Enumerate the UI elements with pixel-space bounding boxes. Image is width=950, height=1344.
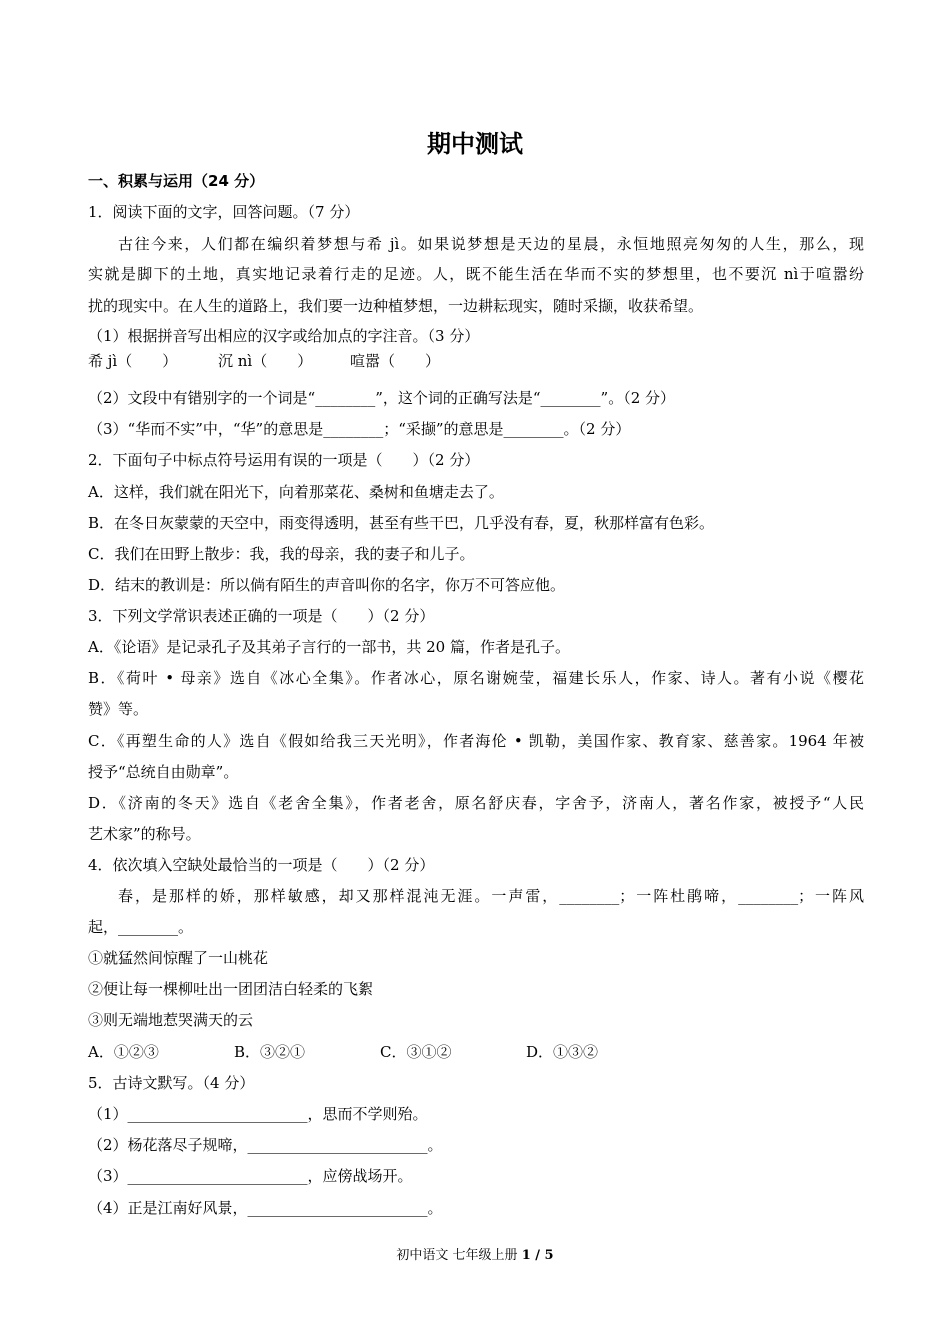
q4-option: C．③①② (380, 1043, 452, 1061)
q1-passage-line: 扰的现实中。在人生的道路上，我们要一边种植梦想，一边耕耘现实，随时采撷，收获希望。 (88, 297, 704, 315)
q2-stem: 2．下面句子中标点符号运用有误的一项是（ ）（2 分） (88, 451, 480, 469)
q3-option-line: D．《济南的冬天》选自《老舍全集》，作者老舍，原名舒庆春，字舍予，济南人，著名作家，被授予“人民 (88, 794, 864, 812)
q5-line: （3）________________________，应傍战场开。 (88, 1167, 413, 1185)
q3-option-line: 授予“总统自由勋章”。 (88, 763, 239, 781)
q2-option: D．结末的教训是：所以倘有陌生的声音叫你的名字，你万不可答应他。 (88, 576, 566, 594)
q1-sub2: （2）文段中有错别字的一个词是“________”，这个词的正确写法是“________”。（2 分） (88, 389, 676, 407)
q1-passage-line: 古往今来，人们都在编织着梦想与希 jì。如果说梦想是天边的星晨，永恒地照亮匆匆的人生，那么，现 (118, 235, 864, 253)
q4-passage-line: 起，________。 (88, 918, 194, 936)
q4-item: ②便让每一棵柳吐出一团团洁白轻柔的飞絮 (88, 980, 374, 998)
q3-option-line: 赞》等。 (88, 700, 149, 718)
page-footer (0, 1247, 950, 1265)
footer-text: 初中语文 七年级上册 (396, 1248, 518, 1263)
q1-passage-line: 实就是脚下的土地，真实地记录着行走的足迹。人，既不能生活在华而不实的梦想里，也不要沉 nì于喧嚣纷 (88, 265, 864, 283)
q1-blank: 喧嚣（ ） (350, 352, 441, 370)
q4-options-row (88, 1042, 864, 1062)
q1-blanks-row (88, 351, 864, 371)
q5-line: （1）________________________，思而不学则殆。 (88, 1105, 428, 1123)
section-heading: 一、积累与运用（24 分） (88, 172, 265, 190)
q4-stem: 4．依次填入空缺处最恰当的一项是（ ）（2 分） (88, 856, 435, 874)
q2-option: A．这样，我们就在阳光下，向着那菜花、桑树和鱼塘走去了。 (88, 483, 504, 501)
page-number: 1 / 5 (521, 1248, 554, 1263)
q3-option-line: B．《荷叶 • 母亲》选自《冰心全集》。作者冰心，原名谢婉莹，福建长乐人，作家、诗人。著有小说《樱花 (88, 669, 864, 687)
q4-option: B．③②① (234, 1043, 306, 1061)
q4-option: D．①③② (526, 1043, 599, 1061)
q5-line: （4）正是江南好风景，________________________。 (88, 1199, 443, 1217)
page-title: 期中测试 (427, 130, 523, 158)
q4-option: A．①②③ (88, 1043, 159, 1061)
q3-stem: 3．下列文学常识表述正确的一项是（ ）（2 分） (88, 607, 435, 625)
q4-item: ③则无端地惹哭满天的云 (88, 1011, 254, 1029)
q1-sub3: （3）“华而不实”中，“华”的意思是________；“采撷”的意思是________。（2 分） (88, 420, 631, 438)
q1-stem: 1．阅读下面的文字，回答问题。（7 分） (88, 203, 360, 221)
q2-option: B．在冬日灰蒙蒙的天空中，雨变得透明，甚至有些干巴，几乎没有春，夏，秋那样富有色彩。 (88, 514, 715, 532)
q4-passage-line: 春，是那样的娇，那样敏感，却又那样混沌无涯。一声雷，________；一阵杜鹃啼，________；一阵风 (118, 887, 864, 905)
q3-option-line: A．《论语》是记录孔子及其弟子言行的一部书，共 20 篇，作者是孔子。 (88, 638, 570, 656)
q3-option-line: 艺术家”的称号。 (88, 825, 201, 843)
q3-option-line: C．《再塑生命的人》选自《假如给我三天光明》，作者海伦 • 凯勒，美国作家、教育家、慈善家。1964 年被 (88, 732, 864, 750)
q2-option: C．我们在田野上散步：我，我的母亲，我的妻子和儿子。 (88, 545, 475, 563)
q5-stem: 5．古诗文默写。（4 分） (88, 1074, 255, 1092)
q5-line: （2）杨花落尽子规啼，________________________。 (88, 1136, 443, 1154)
q1-blank: 希 jì（ ） (88, 352, 178, 370)
q1-blank: 沉 nì（ ） (218, 352, 313, 370)
q1-sub1: （1）根据拼音写出相应的汉字或给加点的字注音。（3 分） (88, 327, 480, 345)
q4-item: ①就猛然间惊醒了一山桃花 (88, 949, 269, 967)
